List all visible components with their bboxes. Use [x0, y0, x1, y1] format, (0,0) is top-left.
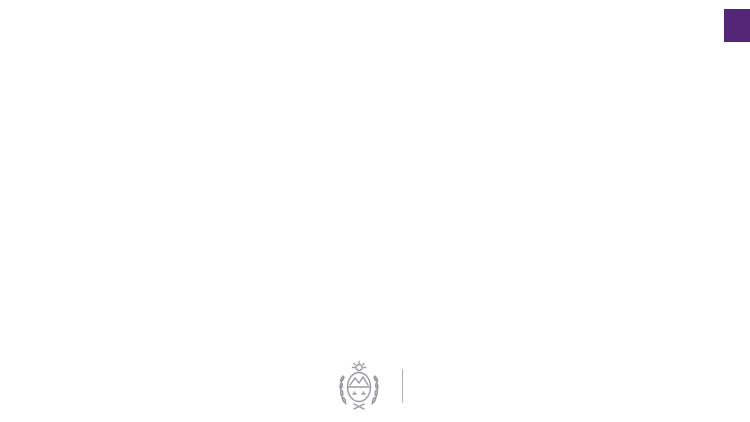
san-luis-coat-of-arms-icon [336, 360, 382, 412]
title-ribbon [724, 9, 750, 42]
footer-logo-lockup [0, 360, 750, 412]
footer-divider [402, 369, 403, 403]
horizontal-lines-pattern-icon [0, 0, 46, 422]
